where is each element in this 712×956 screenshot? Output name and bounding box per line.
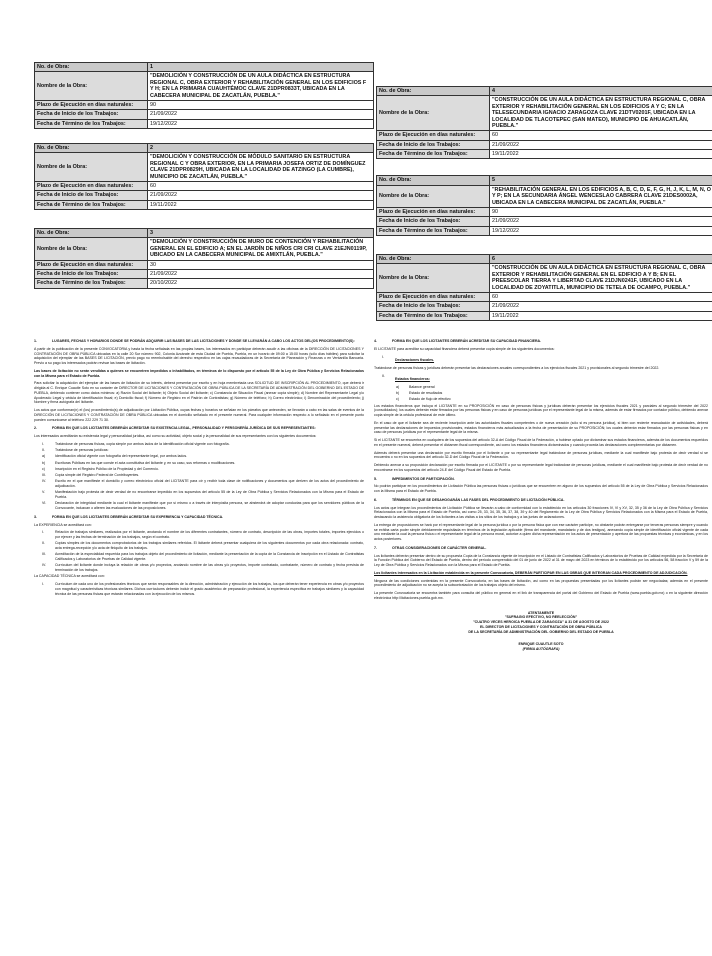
list-text: Identificación oficial vigente con fotografía del representante legal, por ambos lados.: [55, 454, 188, 459]
label-termino: Fecha de Término de los Trabajos:: [377, 150, 490, 159]
section-number: 4.: [374, 339, 377, 343]
firmante-name: ENRIQUE CUAUTLE SOTO: [518, 642, 564, 647]
list-text: Acreditación de la especialidad requerida para los trabajos objeto del procedimiento de licitación, mediante la presentación de la copia de la Constancia de Inscripción en el Listado de Contratistas Calificados y Laboratorios de Pruebas de Calidad vigente.: [55, 552, 364, 561]
section-title: OTRAS CONSIDERACIONES DE CARÁCTER GENERAL.: [392, 545, 487, 550]
obra-num: 6: [490, 255, 712, 264]
label-inicio: Fecha de Inicio de los Trabajos:: [35, 191, 148, 200]
lema-1: "SUFRAGIO EFECTIVO, NO REELECCIÓN": [504, 615, 578, 620]
list-marker: III.: [42, 552, 46, 557]
label-num: No. de Obra:: [377, 176, 490, 185]
list-marker: III.: [42, 473, 46, 477]
list-marker: b): [42, 460, 46, 465]
section-5-heading: [374, 477, 708, 482]
label-nombre: Nombre de la Obra:: [377, 264, 490, 293]
paragraph: A partir de la publicación de la presente CONVOCATORIA y hasta la fecha señalada en las propias bases, los interesados en participar deberán acudir a las oficinas de la DIRECCIÓN DE LICITACIONES Y CONTRATACIÓN DE OBRA PÚBLICA ubicadas en la calle 20 Sur número 902, Colonia Azcárate de esta Ciudad de Puebla, Puebla, en un horario de 09:00 a 15:00 horas (sólo días hábiles) para solicitar la adquisición del ejemplar de las BASES DE LICITACIÓN, previo pago no reembolsable del derecho respectivo en las cajas recaudadoras de la Secretaría de Planeación y Finanzas o en Ventanilla Bancaria. Previo a su pago los interesados podrán revisar las bases de licitación.: [34, 346, 364, 365]
list-item: [42, 448, 364, 453]
obra-nombre: "DEMOLICIÓN Y CONSTRUCCIÓN DE MURO DE CONTENCIÓN Y REHABILITACIÓN GENERAL EN EL EDIFICIO A; EN EL JARDÍN DE NIÑOS CRI CRI CLAVE 21EJN0119P, UBICADO EN LA CABECERA MUNICIPAL DE AMIXTLÁN, PUEBLA.": [148, 238, 374, 260]
label-plazo: Plazo de Ejecución en días naturales:: [35, 181, 148, 190]
label-inicio: Fecha de Inicio de los Trabajos:: [35, 110, 148, 119]
list-marker: IV.: [42, 479, 47, 484]
section-number: 6.: [374, 497, 377, 502]
obra-plazo: 30: [148, 260, 374, 269]
list-marker: I.: [42, 530, 44, 535]
label-nombre: Nombre de la Obra:: [35, 238, 148, 260]
signature-block: [374, 611, 708, 652]
label-plazo: Plazo de Ejecución en días naturales:: [377, 207, 490, 216]
label-num: No. de Obra:: [35, 63, 148, 72]
paragraph: No podrán participar en los procedimientos de Licitación Pública las personas físicas o jurídicas que se encuentren en alguno de los supuestos del artículo 55 de la Ley de Obra Pública y Servicios Relacionados con la Misma para el Estado de Puebla.: [374, 484, 708, 493]
label-nombre: Nombre de la Obra:: [35, 153, 148, 182]
label-inicio: Fecha de Inicio de los Trabajos:: [377, 217, 490, 226]
obra-nombre: "DEMOLICIÓN Y CONSTRUCCIÓN DE UN AULA DIDÁCTICA EN ESTRUCTURA REGIONAL C, OBRA EXTERIOR Y REHABILITACIÓN GENERAL EN LOS EDIFICIOS F Y H; EN LA PRIMARIA CUAUHTÉMOC CLAVE 21DPR0833T, UBICADA EN LA CABECERA MUNICIPAL DE ZACATLÁN, PUEBLA.": [148, 72, 374, 101]
list-item: [42, 541, 364, 551]
list-item: [42, 582, 364, 596]
obra-inicio: 21/09/2022: [148, 110, 374, 119]
list-text: Copia simple del Registro Federal de Contribuyentes.: [55, 473, 140, 477]
list-item: [42, 442, 364, 447]
list-text: Declaración de integridad mediante la cual el licitante manifieste que por sí mismo o a través de interpósita persona, se abstendrá de adoptar conductas para que los servidores públicos de la Convocante, induzcan o alteren las evaluaciones de las proposiciones.: [55, 501, 364, 510]
list-marker: V.: [42, 490, 46, 495]
section-6-heading: [374, 498, 708, 503]
obra-inicio: 21/09/2022: [148, 191, 374, 200]
section-number: 1.: [34, 339, 37, 343]
section-7-heading: [374, 546, 708, 551]
subheading: La EXPERIENCIA se acreditará con:: [34, 522, 92, 527]
obra-table-1: [34, 62, 374, 129]
list-text: Estado de resultados: [409, 391, 443, 395]
list-marker: I.: [382, 354, 384, 359]
label-plazo: Plazo de Ejecución en días naturales:: [35, 260, 148, 269]
cargo-1: EL DIRECTOR DE LICITACIONES Y CONTRATACIÓN DE OBRA PÚBLICA: [480, 624, 602, 629]
obra-inicio: 21/09/2022: [490, 140, 712, 149]
label-termino: Fecha de Término de los Trabajos:: [35, 200, 148, 209]
section-title: IMPEDIMENTOS DE PARTICIPACIÓN.: [392, 476, 455, 481]
section-number: 3.: [34, 514, 37, 519]
subheading: Estados financieros:: [395, 376, 430, 381]
list-text: Currículum de cada uno de los profesionales técnicos que serán responsables de la dirección, administración y ejecución de los trabajos, los que deberán tener experiencia en obras y/o proyectos con magnitud y características técnicas similares. Dichos currículums deberán incluir el grado académico de preparación profesional, la experiencia específica en trabajos similares y la capacidad técnica de las personas físicas que estarán relacionadas con la ejecución de los mismos.: [55, 582, 364, 596]
list-item: [42, 473, 364, 478]
obra-nombre: "DEMOLICIÓN Y CONSTRUCCIÓN DE MÓDULO SANITARIO EN ESTRUCTURA REGIONAL C Y OBRA EXTERIOR, EN LA PRIMARIA JOSEFA ORTIZ DE DOMÍNGUEZ CLAVE 21DPR0829H, UBICADA EN LA LOCALIDAD DE ATZINGO (LA CUMBRE), MUNICIPIO DE ZACATLÁN, PUEBLA.": [148, 153, 374, 182]
obra-termino: 19/12/2022: [490, 226, 712, 235]
list-text: Escrito en el que manifieste el domicilio y correo electrónico oficial del LICITANTE para oír y recibir toda clase de notificaciones y documentos que deriven de los actos del procedimiento de adjudicación.: [55, 479, 364, 488]
atentamente: ATENTAMENTE: [527, 610, 555, 615]
paragraph: Los licitantes interesados en la Licitación establecida en la presente Convocatoria, DEBERÁN PARTICIPAR EN LAS OBRAS QUE INTEGRAN CADA PROCEDIMIENTO DE ADJUDICACIÓN.: [374, 570, 688, 575]
list-text: Escrituras Públicas en las que conste el acta constitutiva del licitante y, en su caso, sus reformas o modificaciones.: [55, 460, 236, 465]
firma-note: (FIRMA AUTÓGRAFA): [522, 647, 560, 651]
list-marker: II.: [42, 448, 45, 452]
list-item: [42, 454, 364, 459]
label-nombre: Nombre de la Obra:: [377, 96, 490, 131]
obra-table-3: [34, 228, 374, 289]
label-plazo: Plazo de Ejecución en días naturales:: [377, 131, 490, 140]
obra-table-6: [376, 254, 712, 321]
obra-num: 3: [148, 229, 374, 238]
obra-termino: 20/10/2022: [148, 279, 374, 288]
obra-num: 5: [490, 176, 712, 185]
obra-termino: 19/11/2022: [490, 311, 712, 320]
subheading: Declaraciones fiscales.: [395, 357, 435, 362]
label-num: No. de Obra:: [377, 255, 490, 264]
experiencia-list: [34, 530, 364, 573]
list-marker: II.: [382, 373, 385, 378]
obra-num: 2: [148, 144, 374, 153]
lema-2: "CUATRO VECES HEROICA PUEBLA DE ZARAGOZA" A 31 DE AGOSTO DE 2022: [473, 620, 609, 624]
list-item: [42, 467, 364, 472]
section-number: 2.: [34, 426, 37, 431]
section-number: 7.: [374, 545, 377, 550]
paragraph: Los actos que conforman(n) el (los) procedimiento(s) de adjudicación por Licitación Pública, cuyas fechas y horarios se señalan en los párrafos que anteceden, se llevarán a cabo en las salas de eventos de la DIRECCIÓN DE LICITACIONES Y CONTRATACIÓN DE OBRA PÚBLICA ubicadas en el domicilio señalado en el presente numeral. Para cualquier información respecto a lo señalado en el presente punto pueden comunicarse al teléfono 222 229 71 30.: [34, 408, 364, 422]
label-inicio: Fecha de Inicio de los Trabajos:: [377, 140, 490, 149]
left-obras-column: [34, 62, 374, 299]
obra-num: 4: [490, 87, 712, 96]
list-marker: I.: [42, 582, 44, 586]
capacidad-list: [34, 582, 364, 596]
paragraph: Los licitantes deberán presentar dentro de su propuesta Copia de la Constancia vigente de inscripción en el Listado de Contratistas Calificados y Laboratorios de Pruebas de Calidad expedida por la Secretaría de la Función Pública del Gobierno del Estado de Puebla, dentro del período comprendido del 01 de junio de 2022 al 31 de mayo del 2023 en términos de lo establecido por los artículos 56, 58 fracción V y 59 de la Ley de Obra Pública y Servicios Relacionados con la Misma para el Estado de Puebla.: [374, 553, 708, 567]
paragraph: Las bases de licitación no serán vendidas a quienes se encuentren impedidos o inhabilitados, en términos de lo dispuesto por el artículo 55 de la Ley de Obra Pública y Servicios Relacionados con la Misma para el Estado de Puebla.: [34, 368, 364, 378]
paragraph: Tratándose de personas físicas y jurídicas deberán presentar las declaraciones anuales correspondientes a los ejercicios fiscales 2021 y provisionales al segundo trimestre del 2022.: [374, 365, 660, 370]
label-termino: Fecha de Término de los Trabajos:: [35, 279, 148, 288]
list-marker: IV.: [42, 563, 47, 568]
paragraph: Para solicitar la adquisición del ejemplar de las bases de licitación de su interés, deberá presentar por escrito y en hoja membretada una SOLICITUD DE INSCRIPCIÓN AL PROCEDIMIENTO, que deberá ir dirigida al C. Enrique Cuautle Soto en su carácter de DIRECTOR DE LICITACIONES Y CONTRATACIÓN DE OBRA PÚBLICA DE LA SECRETARÍA DE ADMINISTRACIÓN DEL GOBIERNO DEL ESTADO DE PUEBLA, debiendo contener como datos mínimos: a) Razón Social del licitante; b) Objeto Social del licitante; c) Constancia de Situación Fiscal (anexar copia simple); d) Nombre del Representante Legal y/o Apoderado Legal y cédula de identificación fiscal; e) Domicilio fiscal; f) Número de Registro en el Padrón de Contratistas; g) Número de teléfono; h) Correo electrónico; i) Denominación del procedimiento; j) Nombre y firma autógrafa del licitante.: [34, 381, 364, 405]
list-item: [382, 374, 708, 384]
label-termino: Fecha de Término de los Trabajos:: [377, 311, 490, 320]
obra-termino: 19/11/2022: [490, 150, 712, 159]
subheading: La CAPACIDAD TÉCNICA se acreditará con:: [34, 574, 105, 579]
paragraph: Debiendo anexar a su proposición declaración por escrito firmada por el LICITANTE o por su representante legal tratándose de personas jurídicas, mediante el cual manifieste bajo protesta de decir verdad de no encontrarse en los supuestos del artículo 24-E del Código Fiscal del Estado de Puebla.: [374, 463, 708, 472]
section-4-heading: [374, 339, 708, 344]
obra-plazo: 90: [148, 100, 374, 109]
list-text: Currículum del licitante donde incluya la relación de obras y/o proyectos, anotando nombre de las obras y/o proyectos, importe contratado, contratante, número de contrato y fecha prevista de terminación de los trabajos.: [55, 563, 364, 572]
obra-plazo: 60: [148, 181, 374, 190]
obra-table-5: [376, 175, 712, 236]
obra-plazo: 90: [490, 207, 712, 216]
list-marker: a): [42, 454, 46, 459]
list-text: Manifestación bajo protesta de decir verdad de no encontrarse impedido en los supuestos del artículo 55 de la Ley de Obra Pública y Servicios Relacionados con la Misma para el Estado de Puebla.: [55, 490, 364, 499]
list-item: [42, 479, 364, 489]
obra-inicio: 21/09/2022: [148, 269, 374, 278]
paragraph: En el caso de que el licitante sea de reciente inscripción ante las autoridades fiscales competentes o de nueva creación (sólo si es persona jurídica), si bien con reciente reanudación de actividades, deberá presentar las declaraciones de impuestos provisionales, estados financieros más actualizados a la fecha de presentación de su PROPOSICIÓN; los cuales deberán estar firmados por las personas físicas y en caso de personas jurídicas por el representante legal de la misma.: [374, 420, 708, 435]
obra-termino: 19/11/2022: [148, 200, 374, 209]
label-nombre: Nombre de la Obra:: [377, 185, 490, 207]
list-marker: II.: [42, 541, 45, 546]
section-2-list: [34, 442, 364, 511]
list-text: Inscripción en el Registro Público de la Propiedad y del Comercio.: [55, 466, 159, 471]
obra-inicio: 21/09/2022: [490, 302, 712, 311]
list-item: [42, 530, 364, 540]
estados-financieros-list: [388, 385, 708, 402]
section-2-heading: [34, 426, 364, 431]
obra-nombre: "REHABILITACIÓN GENERAL EN LOS EDIFICIOS A, B, C, D, E, F, G, H, J, K, L, M, N, O Y P; EN LA SECUNDARIA ÁNGEL WENCESLAO CABRERA CLAVE 21DES0002A, UBICADA EN LA CABECERA MUNICIPAL DE ZACATLÁN, PUEBLA.": [490, 185, 712, 207]
label-nombre: Nombre de la Obra:: [35, 72, 148, 101]
list-marker: a): [396, 384, 400, 389]
label-plazo: Plazo de Ejecución en días naturales:: [35, 100, 148, 109]
list-marker: c): [42, 466, 45, 471]
left-body-text: [34, 335, 364, 598]
label-termino: Fecha de Término de los Trabajos:: [377, 226, 490, 235]
label-inicio: Fecha de Inicio de los Trabajos:: [377, 302, 490, 311]
paragraph: La entrega de proposiciones se hará por el representante legal de la persona jurídica o por la persona física que con ese carácter participe, no obstante podrán entregarse por terceras personas siempre y cuando se exhiba carta poder simple debidamente requisitada en términos de la legislación aplicable (firma del mandante, mandatario y de dos testigos), anexando copia simple de identificación oficial vigente de cada uno mediante la cual la persona física o el representante legal de la persona moral, autorice a quien dicha representación en los actos de presentación y apertura de las propuestas técnicas y económicas, y en los actos posteriores.: [374, 522, 709, 541]
list-text: Copias simples de los documentos comprobatorios de los trabajos similares referidos. El licitante deberá presentar cualquiera de los siguientes documentos por cada obra relacionada: contrato, acta entrega-recepción y/o acta de finiquito de los trabajos.: [55, 541, 364, 550]
list-item: [42, 490, 364, 500]
paragraph: Los estados financieros que incluya el LICITANTE en su PROPOSICIÓN en caso de personas físicas y jurídicas deberán presentar los ejercicios fiscales 2021 y parciales al segundo trimestre del 2022 (consolidados); los cuales deberán estar firmados por las personas físicas y en caso de personas jurídicas por el representante legal de la misma, además de estar firmados por contador público, debiendo anexar copia simple de la cédula profesional de este último.: [374, 403, 708, 417]
label-inicio: Fecha de Inicio de los Trabajos:: [35, 269, 148, 278]
obra-nombre: "CONSTRUCCIÓN DE UN AULA DIDÁCTICA EN ESTRUCTURA REGIONAL C, OBRA EXTERIOR Y REHABILITACIÓN GENERAL EN LOS EDIFICIOS A Y C; EN LA TELESECUNDARIA IGNACIO ZARAGOZA CLAVE 21DTV0201F, UBICADA EN LA LOCALIDAD DE TLACOTEPEC (SAN MATEO), MUNICIPIO DE AHUACATLÁN, PUEBLA.": [490, 96, 712, 131]
section-number: 5.: [374, 476, 377, 481]
section-3-heading: [34, 515, 364, 520]
obra-table-2: [34, 143, 374, 210]
list-marker: I.: [42, 441, 44, 446]
list-item: [382, 355, 708, 365]
obra-termino: 19/12/2022: [148, 119, 374, 128]
list-text: Tratándose de personas físicas, copia simple por ambos lados de la identificación oficial vigente con fotografía.: [55, 441, 230, 446]
section-title: TÉRMINOS EN QUE SE DESAHOGARÁN LAS FASES DEL PROCEDIMIENTO DE LICITACIÓN PÚBLICA.: [392, 497, 565, 502]
paragraph: Los interesados acreditarán su existencia legal y personalidad jurídica, así como su actividad, objeto social y la personalidad de sus representantes con los siguientes documentos:: [34, 434, 317, 438]
list-text: Estado de flujo de efectivo: [409, 397, 451, 402]
label-plazo: Plazo de Ejecución en días naturales:: [377, 292, 490, 301]
list-item: [396, 385, 708, 390]
obra-num: 1: [148, 63, 374, 72]
paragraph: Además deberá presentar una declaración por escrito firmada por el licitante o por su representante legal tratándose de personas jurídicas, mediante la cual manifieste bajo protesta de decir verdad si se encuentra o no en los supuestos del artículo 32-D del Código Fiscal de la Federación.: [374, 450, 708, 460]
section-title: LUGARES, FECHAS Y HORARIOS DONDE SE PODRÁN ADQUIRIR LAS BASES DE LAS LICITACIONES Y DONDE SE LLEVARÁN A CABO LOS ACTOS DEL(OS PROCEDIMIENTO(S):: [52, 339, 355, 343]
paragraph: La presente Convocatoria se encuentra también para consulta del público en general en el link de transparencia del portal del Gobierno del Estado de Puebla (www.puebla.gob.mx) o en la siguiente dirección electrónica http://licitaciones.puebla.gob.mx.: [374, 591, 708, 600]
section-title: FORMA EN QUE LOS LICITANTES DEBERÁN ACREDITAR SU CAPACIDAD FINANCIERA.: [392, 339, 542, 343]
list-marker: c): [396, 397, 399, 402]
list-text: Relación de trabajos similares, realizados por el licitante, anotando el nombre de los diferentes contratantes, número de contrato, descripción de las obras, importes totales, importes ejercidos o por ejercer y las fechas de terminación de los trabajos, según el contrato.: [55, 530, 364, 539]
section-1-heading: [34, 339, 364, 344]
cargo-2: DE LA SECRETARÍA DE ADMINISTRACIÓN DEL GOBIERNO DEL ESTADO DE PUEBLA: [468, 629, 614, 634]
paragraph: Los actos que integran los procedimientos de Licitación Pública se llevarán a cabo de conformidad con lo establecido en los artículos 30 fracciones IV, VI y XV, 32, 35 y 36 de la Ley de Obra Pública y Servicios Relacionados con la Misma para el Estado de Puebla, así como 25, 33, 34, 35, 36, 37, 38, 39 y 40 del Reglamento de la Ley de Obra Pública y Servicios Relacionados con la Misma para el Estado de Puebla, destacando la asistencia obligatoria de los licitantes a las visitas a los sitios de los trabajos y a las juntas de aclaraciones.: [374, 505, 708, 519]
list-marker: b): [396, 391, 400, 395]
paragraph: Ninguna de las condiciones contenidas en la presente Convocatoria, en las bases de licitación, así como en las propuestas presentadas por los licitantes podrán ser negociadas; además en el presente procedimiento de adjudicación no se acepta la subcontratación de los trabajos objeto del mismo.: [374, 578, 708, 588]
list-item: [42, 563, 364, 573]
obra-plazo: 60: [490, 292, 712, 301]
paragraph: Si el LICITANTE se encuentra en cualquiera de los supuestos del artículo 32-A del Código Fiscal de la Federación, a hubiese optado por dictaminar sus estados financieros, además de los documentos requeridos en el presente numeral, deberá presentar el dictamen fiscal correspondiente, así como los estados financieros dictaminados y cuando proceda las declaraciones complementarias por dictamen.: [374, 438, 708, 447]
label-num: No. de Obra:: [35, 144, 148, 153]
label-num: No. de Obra:: [377, 87, 490, 96]
list-item: [42, 501, 364, 511]
right-body-text: [374, 335, 708, 652]
obra-plazo: 60: [490, 131, 712, 140]
list-text: Balance general: [409, 384, 435, 389]
obra-nombre: "CONSTRUCCIÓN DE UN AULA DIDÁCTICA EN ESTRUCTURA REGIONAL C, OBRA EXTERIOR Y REHABILITACIÓN GENERAL EN EL EDIFICIO A Y B; EN EL PREESCOLAR TIERRA Y LIBERTAD CLAVE 21DJN0241F, UBICADO EN LA LOCALIDAD DE ZOYATITLA, MUNICIPIO DE TETELA DE OCAMPO, PUEBLA.": [490, 264, 712, 293]
label-termino: Fecha de Término de los Trabajos:: [35, 119, 148, 128]
list-item: [42, 552, 364, 562]
list-text: Tratándose de personas jurídicas:: [55, 448, 109, 452]
section-title: FORMA EN QUE LOS LICITANTES DEBERÁN ACREDITAR SU EXISTENCIA LEGAL, PERSONALIDAD Y PERSONERÍA JURÍDICA DE SUS REPRESENTANTES:: [52, 426, 316, 431]
list-item: [42, 461, 364, 466]
right-obras-column: [376, 86, 712, 331]
list-item: [396, 391, 708, 396]
list-item: [396, 397, 708, 402]
list-marker: VI.: [42, 501, 47, 506]
label-num: No. de Obra:: [35, 229, 148, 238]
obra-table-4: [376, 86, 712, 159]
paragraph: El LICITANTE para acreditar su capacidad financiera deberá presentar copia simple de los siguientes documentos:: [374, 346, 555, 351]
section-title: FORMA EN QUE LOS LICITANTES DEBERÁN ACREDITAR SU EXPERIENCIA Y CAPACIDAD TÉCNICA.: [52, 514, 224, 519]
obra-inicio: 21/09/2022: [490, 217, 712, 226]
